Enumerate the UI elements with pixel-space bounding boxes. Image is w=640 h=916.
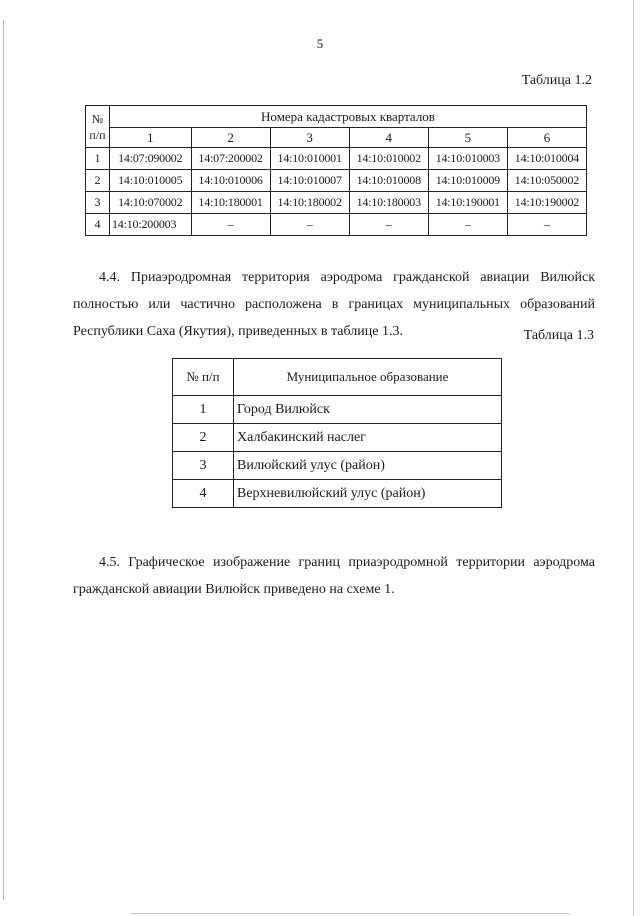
cadastral-cell: 14:10:010001 xyxy=(270,148,349,170)
municipality-name: Город Вилюйск xyxy=(234,396,502,424)
cadastral-cell: – xyxy=(270,214,349,236)
table-row xyxy=(173,424,502,452)
table-row xyxy=(86,170,587,192)
cadastral-cell: 14:10:010008 xyxy=(349,170,428,192)
cadastral-cell: 14:10:010005 xyxy=(110,170,192,192)
cadastral-cell: 14:10:010006 xyxy=(191,170,270,192)
cadastral-cell: 14:10:010003 xyxy=(428,148,507,170)
table-1-3-caption: Таблица 1.3 xyxy=(523,328,594,343)
municipality-name: Вилюйский улус (район) xyxy=(234,452,502,480)
cadastral-cell: 14:10:010007 xyxy=(270,170,349,192)
cadastral-cell: 14:10:200003 xyxy=(110,214,192,236)
cadastral-cell: 14:10:050002 xyxy=(507,170,586,192)
page-number: 5 xyxy=(316,36,324,51)
cadastral-cell: – xyxy=(507,214,586,236)
cadastral-cell: 14:10:180001 xyxy=(191,192,270,214)
cadastral-cell: 14:10:070002 xyxy=(110,192,192,214)
table-row xyxy=(173,396,502,424)
column-header: 5 xyxy=(428,128,507,148)
row-number: 2 xyxy=(173,424,234,452)
cadastral-group-header: Номера кадастровых кварталов xyxy=(110,106,587,128)
municipalities-table xyxy=(172,358,502,508)
row-number: 1 xyxy=(173,396,234,424)
paragraph-4-5: 4.5. Графическое изображение границ приаэродромной территории аэродрома гражданской авиации Вилюйск приведено на схеме 1. xyxy=(73,555,595,597)
row-number: 4 xyxy=(86,214,110,236)
cadastral-cell: 14:10:010009 xyxy=(428,170,507,192)
column-header: 3 xyxy=(270,128,349,148)
cadastral-cell: 14:07:090002 xyxy=(110,148,192,170)
table-row xyxy=(86,192,587,214)
paragraph-4-4: 4.4. Приаэродромная территория аэродрома гражданской авиации Вилюйск полностью или частично расположена в границах муниципальных образований Республики Саха (Якутия), приведенных в таблице 1.3. xyxy=(73,270,595,339)
cadastral-cell: 14:10:010002 xyxy=(349,148,428,170)
column-header: 4 xyxy=(349,128,428,148)
row-number: 3 xyxy=(173,452,234,480)
row-number: 1 xyxy=(86,148,110,170)
municipality-name: Верхневилюйский улус (район) xyxy=(234,480,502,508)
cadastral-cell: 14:10:190002 xyxy=(507,192,586,214)
row-number: 2 xyxy=(86,170,110,192)
table-row xyxy=(86,148,587,170)
row-number-header: № п/п xyxy=(86,106,110,148)
municipality-header: Муниципальное образование xyxy=(234,359,502,396)
cadastral-cell: – xyxy=(349,214,428,236)
row-number-header: № п/п xyxy=(173,359,234,396)
column-header: 2 xyxy=(191,128,270,148)
column-header: 6 xyxy=(507,128,586,148)
cadastral-quarters-table xyxy=(85,105,587,236)
row-number: 4 xyxy=(173,480,234,508)
scan-edge-left xyxy=(3,20,4,900)
cadastral-cell: 14:10:180002 xyxy=(270,192,349,214)
scan-edge-bottom xyxy=(130,913,570,914)
cadastral-cell: 14:07:200002 xyxy=(191,148,270,170)
municipality-name: Халбакинский наслег xyxy=(234,424,502,452)
table-row xyxy=(173,480,502,508)
column-header: 1 xyxy=(110,128,192,148)
table-row xyxy=(173,452,502,480)
cadastral-cell: 14:10:180003 xyxy=(349,192,428,214)
cadastral-cell: – xyxy=(428,214,507,236)
table-row xyxy=(86,214,587,236)
table-1-2-caption: Таблица 1.2 xyxy=(521,73,592,88)
row-number: 3 xyxy=(86,192,110,214)
cadastral-cell: 14:10:190001 xyxy=(428,192,507,214)
cadastral-cell: 14:10:010004 xyxy=(507,148,586,170)
scan-edge-right xyxy=(633,0,634,916)
cadastral-cell: – xyxy=(191,214,270,236)
